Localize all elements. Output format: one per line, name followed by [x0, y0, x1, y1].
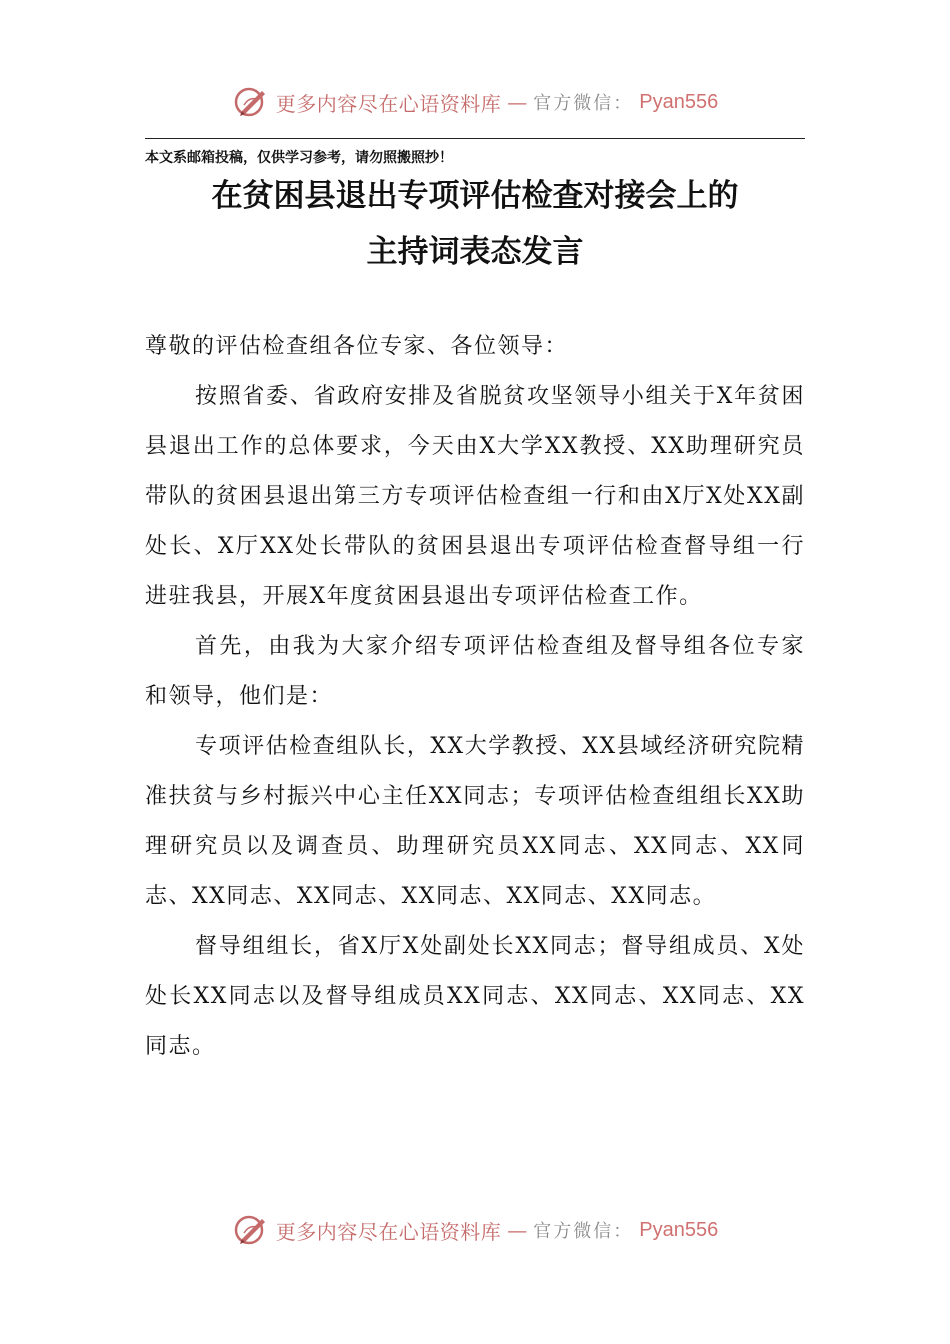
title-line-2: 主持词表态发言 [366, 234, 584, 270]
title-line-1: 在贫困县退出专项评估检查对接会上的 [211, 178, 739, 214]
banner-wechat-id: Pyan556 [639, 1218, 719, 1241]
banner-separator: — [507, 90, 528, 114]
banner-wechat-label: 官方微信： [533, 1221, 634, 1242]
document-title [145, 168, 805, 280]
submission-notice: 本文系邮箱投稿，仅供学习参考，请勿照搬照抄！ [145, 150, 453, 166]
body-paragraph: 首先，由我为大家介绍专项评估检查组及督导组各位专家和领导，他们是： [145, 634, 805, 709]
banner-separator: — [507, 1218, 528, 1242]
pen-circle-logo-icon [232, 83, 270, 121]
document-body [145, 322, 805, 1072]
banner-wechat-label: 官方微信： [533, 93, 634, 114]
body-paragraph: 按照省委、省政府安排及省脱贫攻坚领导小组关于X年贫困县退出工作的总体要求，今天由X大学XX教授、XX助理研究员带队的贫困县退出第三方专项评估检查组一行和由X厅X处XX副处长、X厅XX处长带队的贫困县退出专项评估检查督导组一行进驻我县，开展X年度贫困县退出专项评估检查工作。 [145, 384, 805, 609]
banner-site-text: 更多内容尽在心语资料库 [275, 91, 502, 116]
banner-site-text: 更多内容尽在心语资料库 [275, 1219, 502, 1244]
header-divider [145, 138, 805, 139]
pen-circle-logo-icon [232, 1211, 270, 1249]
header-banner [0, 82, 950, 122]
footer-banner [0, 1210, 950, 1250]
body-paragraph: 专项评估检查组队长，XX大学教授、XX县域经济研究院精准扶贫与乡村振兴中心主任XX同志；专项评估检查组组长XX助理研究员以及调查员、助理研究员XX同志、XX同志、XX同志、XX同志、XX同志、XX同志、XX同志、XX同志。 [145, 734, 805, 909]
banner-wechat-id: Pyan556 [639, 90, 719, 113]
salutation-paragraph: 尊敬的评估检查组各位专家、各位领导： [145, 334, 569, 359]
body-paragraph: 督导组组长，省X厅X处副处长XX同志；督导组成员、X处处长XX同志以及督导组成员XX同志、XX同志、XX同志、XX同志。 [145, 934, 805, 1059]
